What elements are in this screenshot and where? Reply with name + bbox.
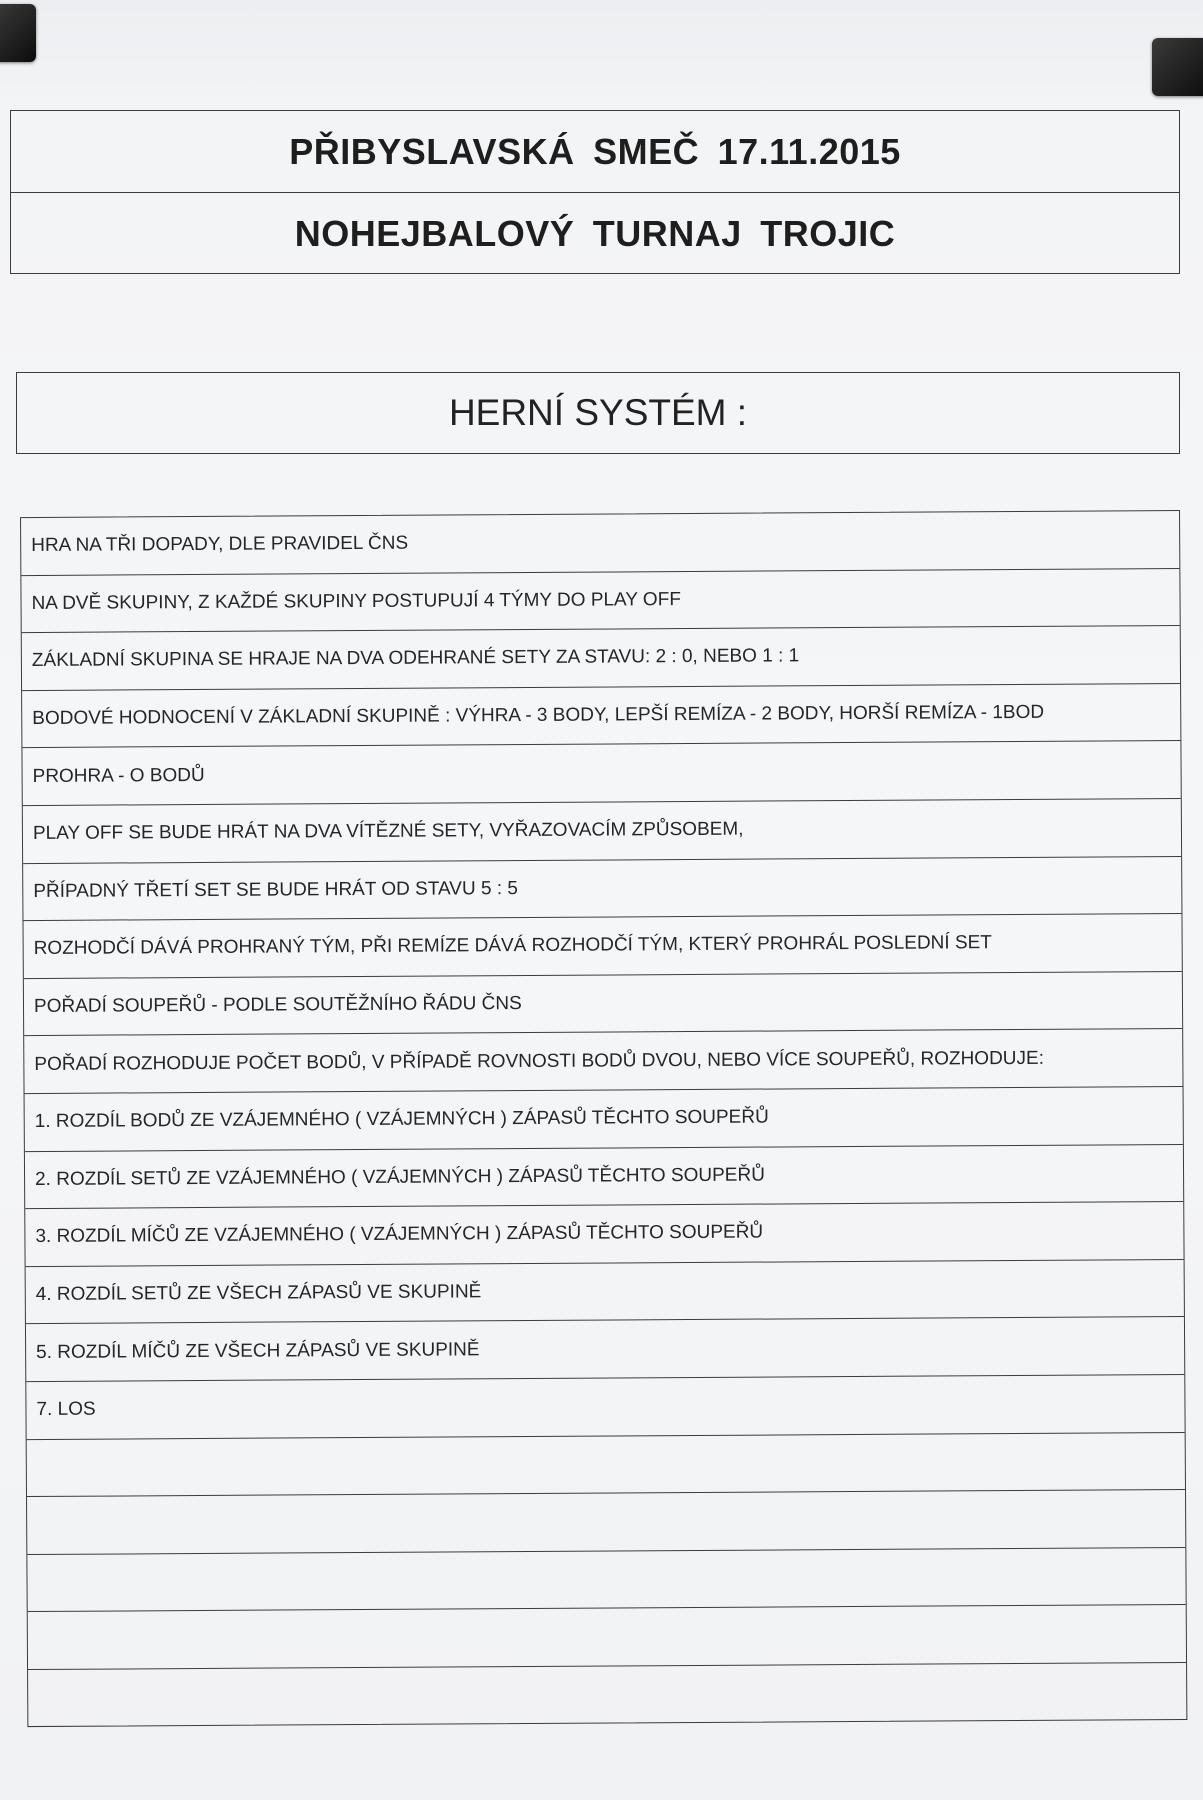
- rule-row: 4. ROZDÍL SETŮ ZE VŠECH ZÁPASŮ VE SKUPINĚ: [26, 1260, 1184, 1325]
- empty-rule-row: [28, 1663, 1186, 1728]
- rule-row: NA DVĚ SKUPINY, Z KAŽDÉ SKUPINY POSTUPUJÍ 4 TÝMY DO PLAY OFF: [21, 569, 1179, 634]
- rules-table: [20, 510, 1187, 1727]
- event-title: PŘIBYSLAVSKÁ SMEČ 17.11.2015: [289, 130, 901, 172]
- rule-row: PROHRA - O BODŮ: [22, 741, 1180, 806]
- rule-row: 3. ROZDÍL MÍČŮ ZE VZÁJEMNÉHO ( VZÁJEMNÝCH ) ZÁPASŮ TĚCHTO SOUPEŘŮ: [25, 1202, 1183, 1267]
- empty-rule-row: [27, 1490, 1185, 1555]
- rule-row: POŘADÍ SOUPEŘŮ - PODLE SOUTĚŽNÍHO ŘÁDU ČNS: [24, 972, 1182, 1037]
- title-box: [10, 110, 1180, 274]
- rule-row: 2. ROZDÍL SETŮ ZE VZÁJEMNÉHO ( VZÁJEMNÝCH ) ZÁPASŮ TĚCHTO SOUPEŘŮ: [25, 1145, 1183, 1210]
- empty-rule-row: [27, 1548, 1185, 1613]
- rule-row: 5. ROZDÍL MÍČŮ ZE VŠECH ZÁPASŮ VE SKUPINĚ: [26, 1317, 1184, 1382]
- empty-rule-row: [28, 1605, 1186, 1670]
- rule-row: 7. LOS: [26, 1375, 1184, 1440]
- rule-row: PŘÍPADNÝ TŘETÍ SET SE BUDE HRÁT OD STAVU 5 : 5: [23, 857, 1181, 922]
- left-clip-icon: [0, 4, 36, 62]
- tournament-title: NOHEJBALOVÝ TURNAJ TROJIC: [11, 192, 1179, 274]
- empty-rule-row: [27, 1432, 1185, 1497]
- rule-row: 1. ROZDÍL BODŮ ZE VZÁJEMNÉHO ( VZÁJEMNÝCH ) ZÁPASŮ TĚCHTO SOUPEŘŮ: [25, 1087, 1183, 1152]
- rule-row: ZÁKLADNÍ SKUPINA SE HRAJE NA DVA ODEHRANÉ SETY ZA STAVU: 2 : 0, NEBO 1 : 1: [22, 626, 1180, 691]
- rule-row: HRA NA TŘI DOPADY, DLE PRAVIDEL ČNS: [21, 511, 1179, 576]
- rule-row: ROZHODČÍ DÁVÁ PROHRANÝ TÝM, PŘI REMÍZE DÁVÁ ROZHODČÍ TÝM, KTERÝ PROHRÁL POSLEDNÍ SET: [23, 914, 1181, 979]
- rule-row: PLAY OFF SE BUDE HRÁT NA DVA VÍTĚZNÉ SETY, VYŘAZOVACÍM ZPŮSOBEM,: [23, 799, 1181, 864]
- section-heading: HERNÍ SYSTÉM :: [16, 372, 1180, 454]
- right-clip-icon: [1152, 38, 1203, 96]
- rule-row: BODOVÉ HODNOCENÍ V ZÁKLADNÍ SKUPINĚ : VÝHRA - 3 BODY, LEPŠÍ REMÍZA - 2 BODY, HORŠÍ REMÍZA - 1BOD: [22, 684, 1180, 749]
- rule-row: POŘADÍ ROZHODUJE POČET BODŮ, V PŘÍPADĚ ROVNOSTI BODŮ DVOU, NEBO VÍCE SOUPEŘŮ, ROZHODUJE:: [24, 1029, 1182, 1094]
